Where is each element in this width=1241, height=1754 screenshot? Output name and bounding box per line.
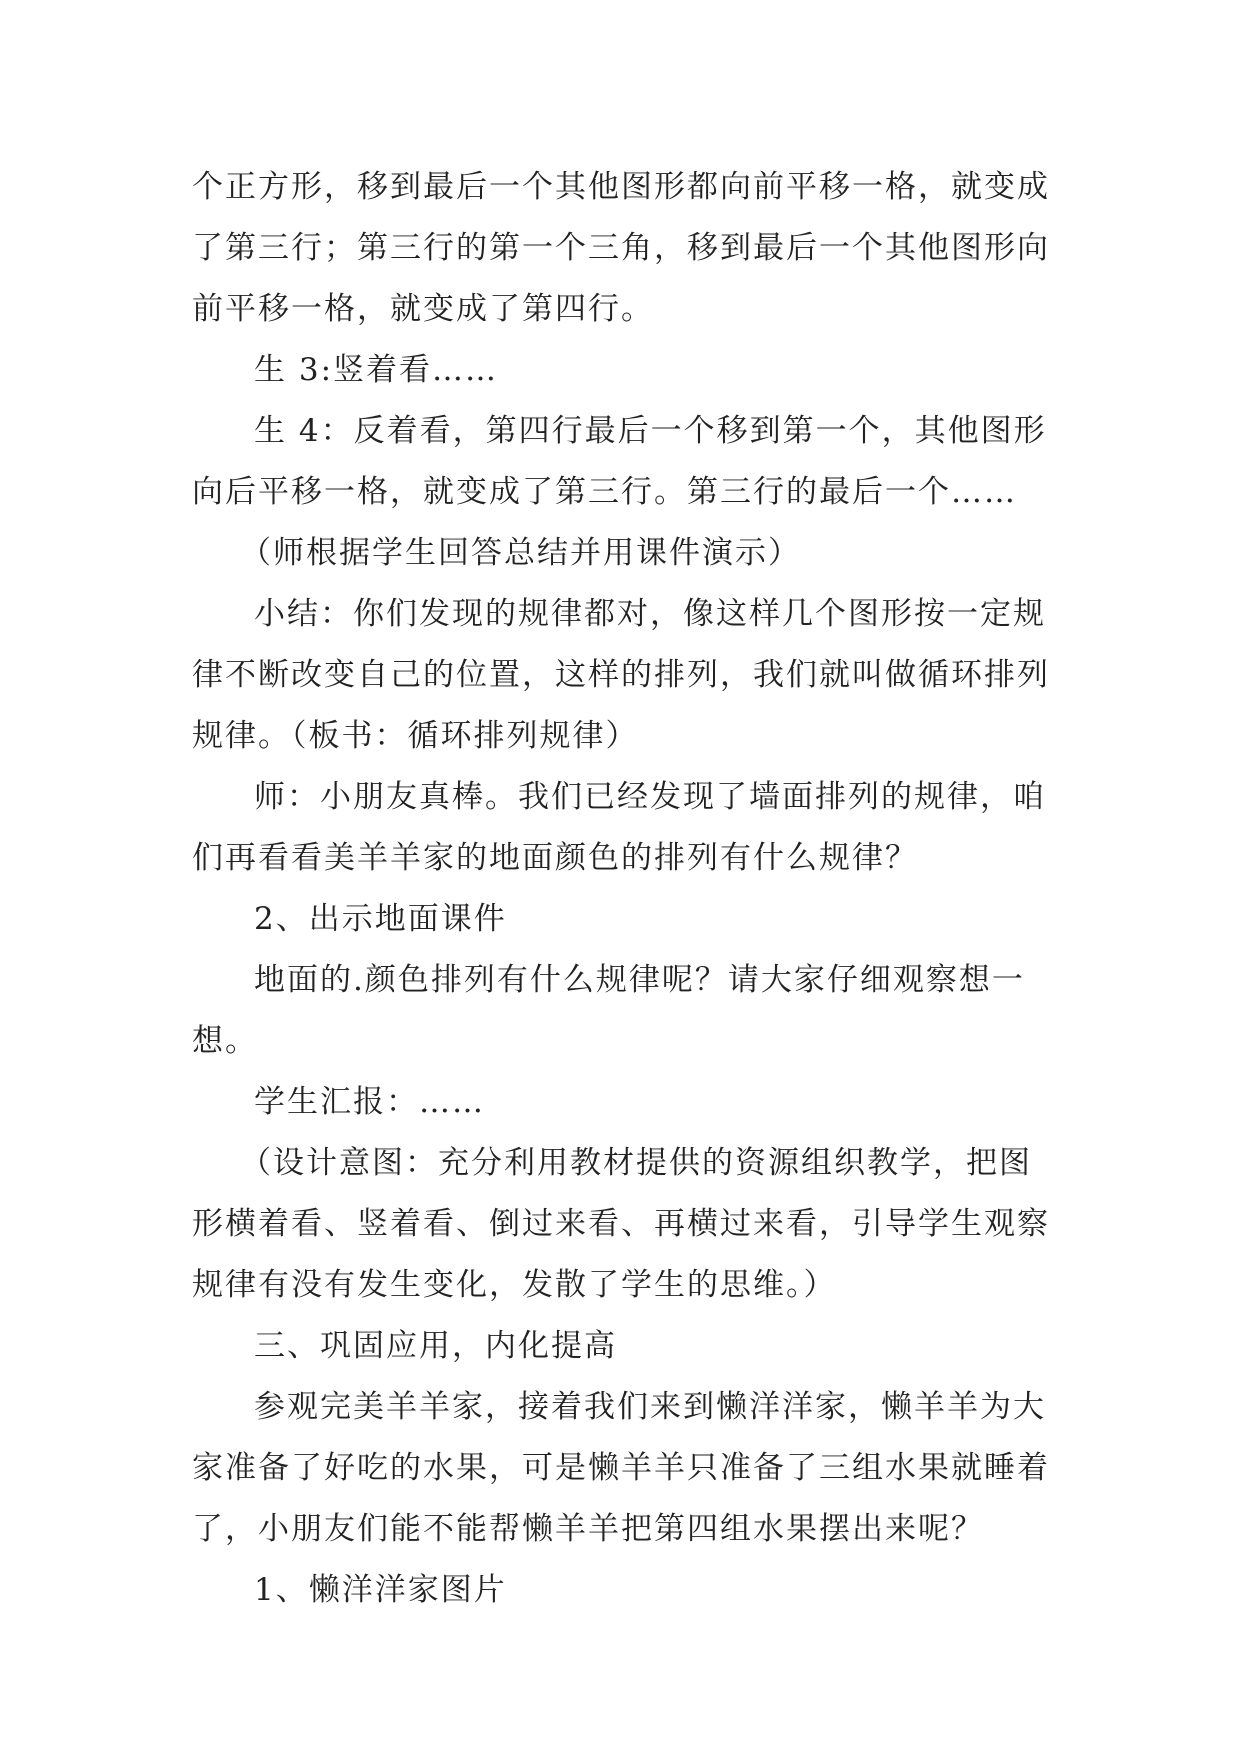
text-line: 个正方形，移到最后一个其他图形都向前平移一格，就变成 [192, 169, 1050, 205]
text-line: 生 4：反着看，第四行最后一个移到第一个，其他图形 [254, 413, 1047, 449]
text-line: 师：小朋友真棒。我们已经发现了墙面排列的规律，咱 [254, 779, 1046, 815]
text-line: 规律有没有发生变化，发散了学生的思维。） [192, 1267, 837, 1303]
text-line: 律不断改变自己的位置，这样的排列，我们就叫做循环排列 [192, 657, 1050, 693]
text-line: 学生汇报：…… [254, 1084, 485, 1120]
text-line: 家准备了好吃的水果，可是懒羊羊只准备了三组水果就睡着 [192, 1450, 1050, 1486]
text-line: 1、懒洋洋家图片 [254, 1572, 507, 1608]
text-line: 形横着看、竖着看、倒过来看、再横过来看，引导学生观察 [192, 1206, 1050, 1242]
text-line: 想。 [192, 1023, 258, 1059]
text-line: 向后平移一格，就变成了第三行。第三行的最后一个…… [192, 474, 1017, 510]
text-line: 前平移一格，就变成了第四行。 [192, 291, 654, 327]
text-line: 三、巩固应用，内化提高 [254, 1328, 617, 1364]
text-line: 了，小朋友们能不能帮懒羊羊把第四组水果摆出来呢？ [192, 1511, 984, 1547]
text-line: 地面的.颜色排列有什么规律呢？请大家仔细观察想一 [254, 962, 1025, 998]
text-line: 了第三行；第三行的第一个三角，移到最后一个其他图形向 [192, 230, 1050, 266]
text-line: 们再看看美羊羊家的地面颜色的排列有什么规律？ [192, 840, 918, 876]
text-line: 小结：你们发现的规律都对，像这样几个图形按一定规 [254, 596, 1046, 632]
text-line: 参观完美羊羊家，接着我们来到懒洋洋家，懒羊羊为大 [254, 1389, 1046, 1425]
text-line: 规律。（板书：循环排列规律） [192, 718, 639, 754]
text-line: （设计意图：充分利用教材提供的资源组织教学，把图 [240, 1145, 1032, 1181]
text-line: 生 3:竖着看…… [254, 352, 499, 388]
text-line: （师根据学生回答总结并用课件演示） [240, 535, 801, 571]
text-line: 2、出示地面课件 [254, 901, 507, 937]
